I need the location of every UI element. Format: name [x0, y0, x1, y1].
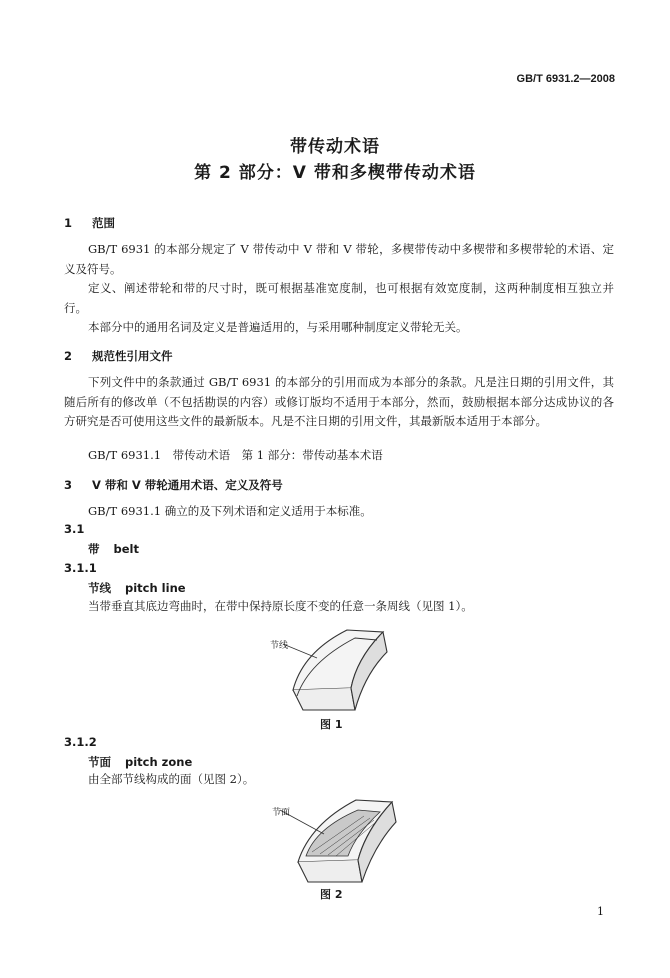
section-2-heading: [64, 348, 173, 364]
term-3-1-1-name: [88, 580, 186, 596]
term-en: belt: [113, 542, 139, 556]
section-1-paragraph-3: 本部分中的通用名词及定义是普遍适用的，与采用哪种制度定义带轮无关。: [88, 320, 468, 334]
section-title: 范围: [92, 216, 115, 230]
page-number: 1: [597, 905, 604, 918]
figure-2-label: 节面: [272, 808, 291, 818]
normative-reference: [64, 446, 614, 466]
term-3-1-2-definition: 由全部节线构成的面（见图 2）。: [88, 772, 255, 786]
section-number: 1: [64, 216, 73, 230]
term-3-1-2-number: 3.1.2: [64, 735, 97, 749]
section-3-heading: [64, 477, 283, 493]
term-cn: 节线: [88, 581, 111, 595]
section-1-paragraph-2: 定义、阐述带轮和带的尺寸时，既可根据基准宽度制，也可根据有效宽度制，这两种制度相互独立并行。: [64, 281, 614, 315]
figure-1-caption: 图 1: [320, 718, 343, 731]
figure-2-caption: 图 2: [320, 888, 343, 901]
section-number: 2: [64, 349, 73, 363]
term-3-1-name: [88, 541, 139, 557]
standard-code: GB/T 6931.2—2008: [516, 73, 615, 85]
figure-1-belt-pitch-line: [255, 622, 395, 712]
reference-title: 带传动术语 第 1 部分：带传动基本术语: [172, 448, 383, 462]
document-subtitle: 第 2 部分：V 带和多楔带传动术语: [194, 163, 476, 183]
section-2-paragraph-1: 下列文件中的条款通过 GB/T 6931 的本部分的引用而成为本部分的条款。凡是注日期的引用文件，其随后所有的修改单（不包括勘误的内容）或修订版均不适用于本部分，然而，鼓励根据本部分达成协议的各方研究是否可使用这些文件的最新版本。凡是不注日期的引用文件，其最新版本适用于本部分。: [64, 375, 614, 428]
section-number: 3: [64, 478, 73, 492]
term-3-1-number: 3.1: [64, 522, 85, 536]
term-en: pitch line: [125, 581, 186, 595]
section-title: V 带和 V 带轮通用术语、定义及符号: [92, 478, 283, 492]
section-1-heading: [64, 215, 115, 231]
term-en: pitch zone: [125, 755, 193, 769]
section-3-paragraph-1: GB/T 6931.1 确立的及下列术语和定义适用于本标准。: [88, 504, 372, 518]
term-3-1-1-definition: 当带垂直其底边弯曲时，在带中保持原长度不变的任意一条周线（见图 1）。: [88, 599, 473, 613]
term-cn: 带: [88, 542, 100, 556]
reference-code: GB/T 6931.1: [88, 448, 162, 462]
document-title: 带传动术语: [290, 137, 380, 157]
section-1-paragraph-1: GB/T 6931 的本部分规定了 V 带传动中 V 带和 V 带轮，多楔带传动中多楔带和多楔带轮的术语、定义及符号。: [64, 242, 614, 276]
term-cn: 节面: [88, 755, 111, 769]
term-3-1-1-number: 3.1.1: [64, 561, 97, 575]
section-title: 规范性引用文件: [92, 349, 173, 363]
figure-1-label: 节线: [270, 641, 289, 651]
term-3-1-2-name: [88, 754, 192, 770]
